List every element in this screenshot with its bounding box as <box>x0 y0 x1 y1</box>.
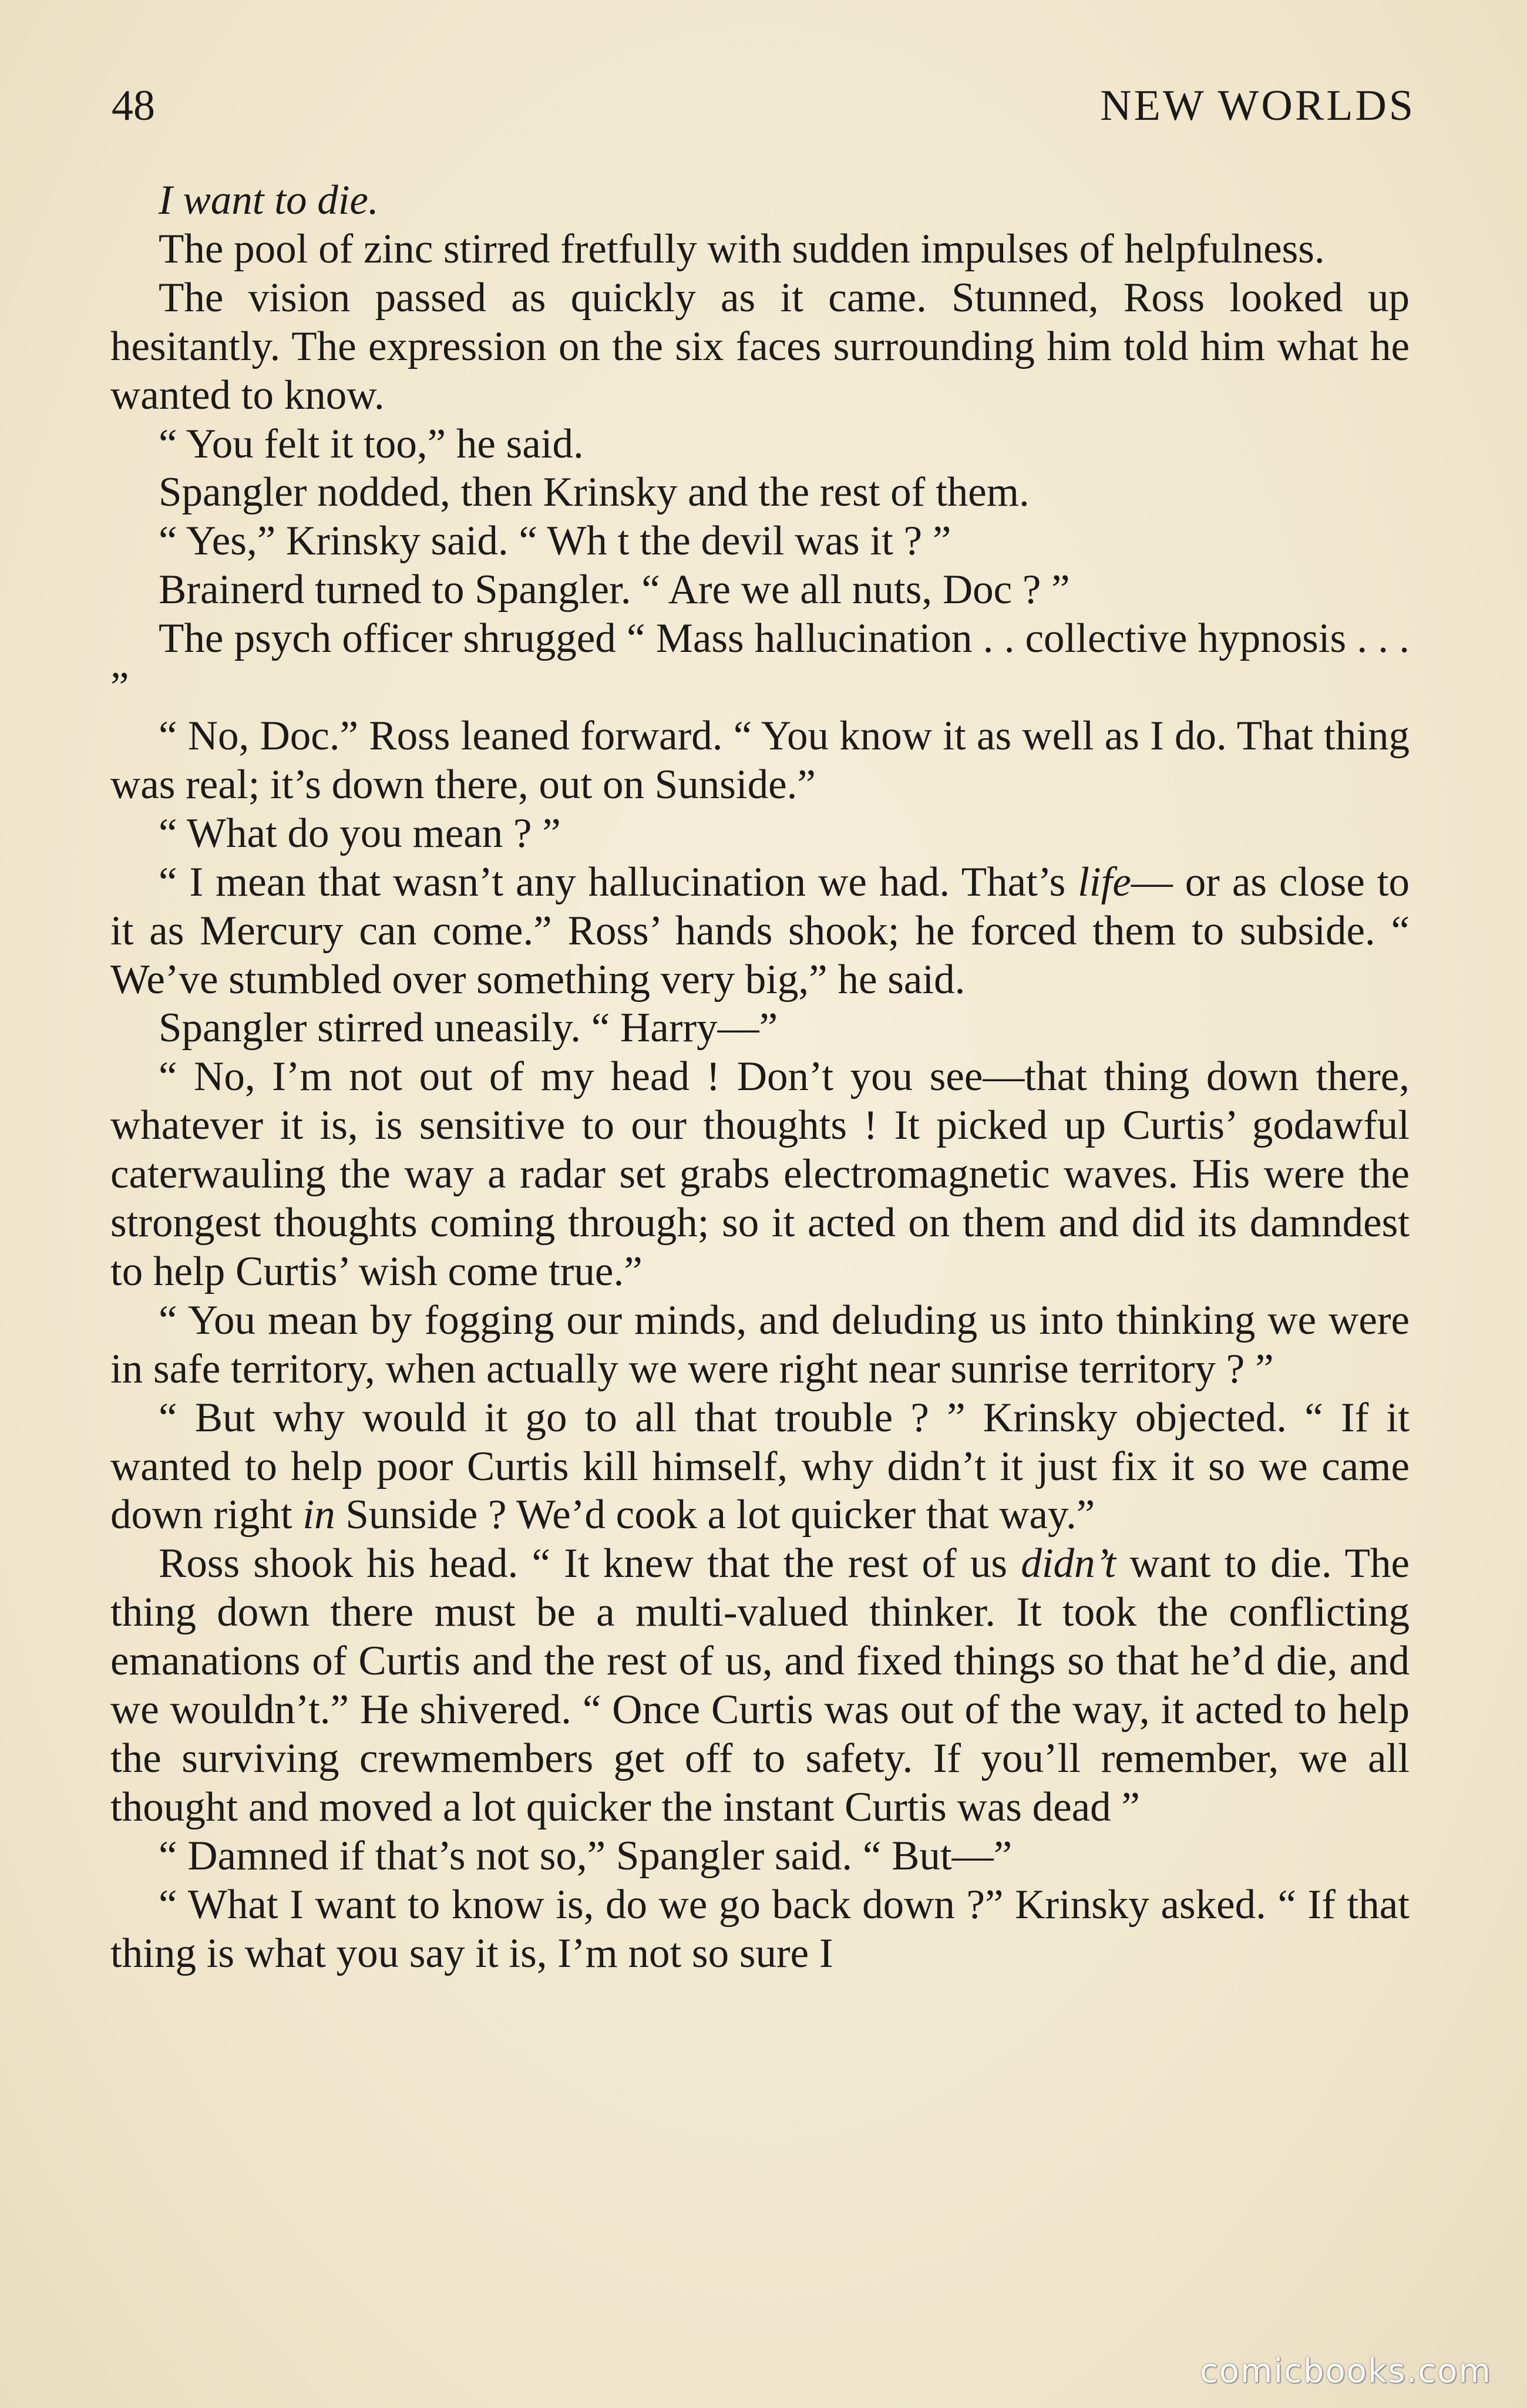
paragraph: “ No, I’m not out of my head ! Don’t you see—that thing down there, whatever it is, is sensitive to our thoughts ! It picked up Curtis’ godawful caterwauling the way a radar set grabs electromagnetic waves. His were the strongest thoughts coming through; so it acted on them and did its damndest to help Curtis’ wish come true.” <box>110 1054 1410 1294</box>
paragraph: The pool of zinc stirred fretfully with sudden impulses of helpfulness. <box>159 226 1325 272</box>
story-text <box>110 176 1410 1978</box>
paragraph: Ross shook his head. “ It knew that the rest of us didn’t want to die. The thing down there must be a multi-valued thinker. It took the conflicting emanations of Curtis and the rest of us, and fixed things so that he’d die, and we wouldn’t.” He shivered. “ Once Curtis was out of the way, it acted to help the surviving crewmembers get off to safety. If you’ll remember, we all thought and moved a lot quicker the instant Curtis was dead ” <box>110 1541 1410 1830</box>
page-header <box>112 73 1415 138</box>
paragraph: “ What do you mean ? ” <box>159 810 561 856</box>
page-number: 48 <box>112 82 155 130</box>
watermark: comicbooks.com <box>1199 2352 1492 2390</box>
paragraph: I want to die. <box>159 177 379 223</box>
paragraph: Spangler nodded, then Krinsky and the rest of them. <box>159 469 1030 516</box>
paragraph: Spangler stirred uneasily. “ Harry—” <box>159 1005 778 1051</box>
paragraph: The vision passed as quickly as it came. Stunned, Ross looked up hesitantly. The expression on the six faces surrounding him told him what he wanted to know. <box>110 274 1410 418</box>
paragraph: “ What I want to know is, do we go back down ?” Krinsky asked. “ If that thing is what you say it is, I’m not so sure I <box>110 1881 1410 1976</box>
paragraph: “ Damned if that’s not so,” Spangler said. “ But—” <box>159 1832 1013 1879</box>
paragraph: “ You felt it too,” he said. <box>159 421 584 467</box>
paragraph: “ No, Doc.” Ross leaned forward. “ You know it as well as I do. That thing was real; it’s down there, out on Sunside.” <box>110 712 1410 808</box>
paragraph: “ I mean that wasn’t any hallucination we had. That’s life— or as close to it as Mercury can come.” Ross’ hands shook; he forced them to subside. “ We’ve stumbled over something very big,” he said. <box>110 859 1410 1003</box>
paragraph: “ You mean by fogging our minds, and deluding us into thinking we were in safe territory, when actually we were right near sunrise territory ? ” <box>110 1297 1410 1392</box>
paragraph: “ Yes,” Krinsky said. “ Wh t the devil was it ? ” <box>159 518 951 564</box>
paragraph: “ But why would it go to all that trouble ? ” Krinsky objected. “ If it wanted to help poor Curtis kill himself, why didn’t it just fix it so we came down right in Sunside ? We’d cook a lot quicker that way.” <box>110 1394 1410 1538</box>
paragraph: Brainerd turned to Spangler. “ Are we all nuts, Doc ? ” <box>159 567 1070 613</box>
paragraph: The psych officer shrugged “ Mass hallucination . . collective hypnosis . . . ” <box>110 616 1410 711</box>
running-head: NEW WORLDS <box>1100 82 1415 130</box>
